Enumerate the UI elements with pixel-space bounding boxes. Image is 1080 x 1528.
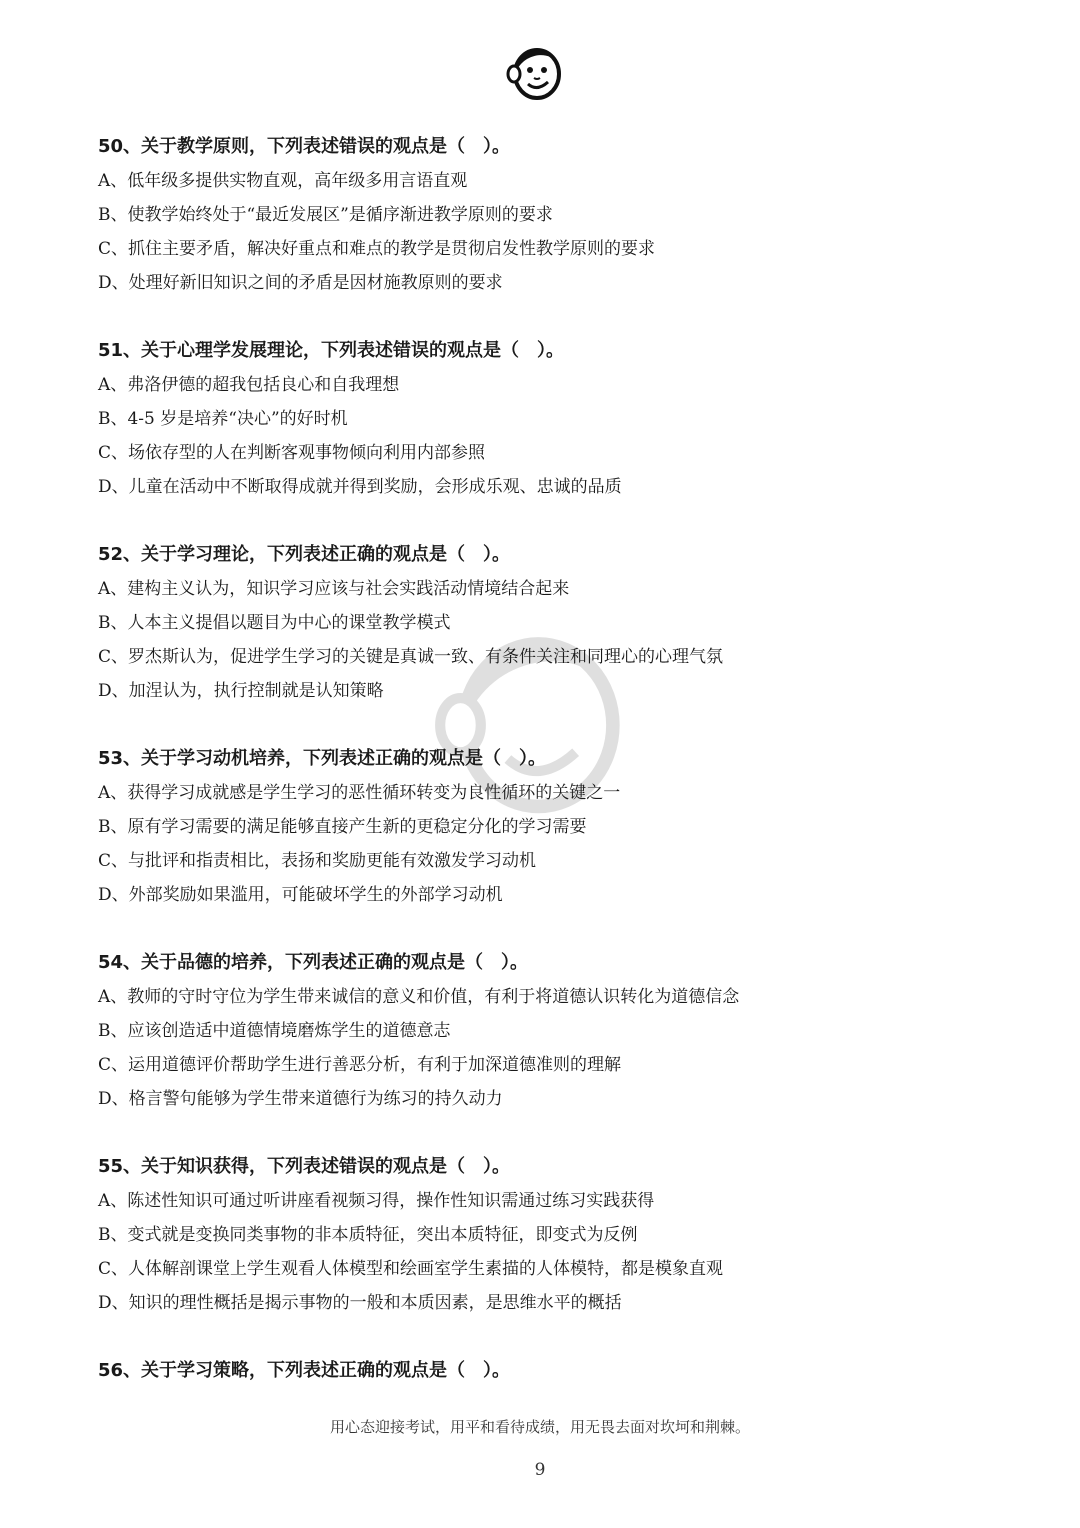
option-a: A、弗洛伊德的超我包括良心和自我理想 (98, 375, 400, 395)
option-c: C、场依存型的人在判断客观事物倾向利用内部参照 (98, 443, 486, 463)
option-b: B、人本主义提倡以题目为中心的课堂教学模式 (98, 613, 451, 633)
option-b: B、使教学始终处于“最近发展区”是循序渐进教学原则的要求 (98, 205, 553, 225)
option-a: A、教师的守时守位为学生带来诚信的意义和价值，有利于将道德认识转化为道德信念 (98, 987, 740, 1007)
question-list (98, 130, 998, 1388)
option-c: C、与批评和指责相比，表扬和奖励更能有效激发学习动机 (98, 851, 537, 871)
option-a: A、获得学习成就感是学生学习的恶性循环转变为良性循环的关键之一 (98, 783, 621, 803)
option-c: C、罗杰斯认为，促进学生学习的关键是真诚一致、有条件关注和同理心的心理气氛 (98, 647, 724, 667)
option-d: D、处理好新旧知识之间的矛盾是因材施教原则的要求 (98, 273, 503, 293)
question-55 (98, 1150, 998, 1320)
question-56 (98, 1354, 998, 1388)
option-d: D、外部奖励如果滥用，可能破坏学生的外部学习动机 (98, 885, 503, 905)
option-c: C、人体解剖课堂上学生观看人体模型和绘画室学生素描的人体模特，都是模象直观 (98, 1259, 724, 1279)
question-title: 52、关于学习理论，下列表述正确的观点是（ ）。 (98, 544, 511, 565)
question-title: 56、关于学习策略，下列表述正确的观点是（ ）。 (98, 1360, 511, 1381)
question-title: 50、关于教学原则，下列表述错误的观点是（ ）。 (98, 136, 511, 157)
option-d: D、知识的理性概括是揭示事物的一般和本质因素，是思维水平的概括 (98, 1293, 622, 1313)
option-d: D、格言警句能够为学生带来道德行为练习的持久动力 (98, 1089, 503, 1109)
page-number: 9 (534, 1460, 546, 1480)
option-a: A、建构主义认为，知识学习应该与社会实践活动情境结合起来 (98, 579, 570, 599)
question-title: 54、关于品德的培养，下列表述正确的观点是（ ）。 (98, 952, 529, 973)
question-50 (98, 130, 998, 300)
option-c: C、运用道德评价帮助学生进行善恶分析，有利于加深道德准则的理解 (98, 1055, 622, 1075)
option-d: D、儿童在活动中不断取得成就并得到奖励，会形成乐观、忠诚的品质 (98, 477, 622, 497)
option-a: A、陈述性知识可通过听讲座看视频习得，操作性知识需通过练习实践获得 (98, 1191, 655, 1211)
footer-motto: 用心态迎接考试，用平和看待成绩，用无畏去面对坎坷和荆棘。 (329, 1418, 750, 1436)
option-b: B、4-5 岁是培养“决心”的好时机 (98, 409, 348, 429)
question-title: 53、关于学习动机培养，下列表述正确的观点是（ ）。 (98, 748, 547, 769)
question-51 (98, 334, 998, 504)
monkey-mascot-logo-icon (506, 40, 566, 102)
question-title: 55、关于知识获得，下列表述错误的观点是（ ）。 (98, 1156, 511, 1177)
option-c: C、抓住主要矛盾，解决好重点和难点的教学是贯彻启发性教学原则的要求 (98, 239, 656, 259)
option-b: B、应该创造适中道德情境磨炼学生的道德意志 (98, 1021, 451, 1041)
option-b: B、变式就是变换同类事物的非本质特征，突出本质特征，即变式为反例 (98, 1225, 638, 1245)
option-b: B、原有学习需要的满足能够直接产生新的更稳定分化的学习需要 (98, 817, 587, 837)
question-52 (98, 538, 998, 708)
question-54 (98, 946, 998, 1116)
option-d: D、加涅认为，执行控制就是认知策略 (98, 681, 384, 701)
option-a: A、低年级多提供实物直观，高年级多用言语直观 (98, 171, 468, 191)
question-53 (98, 742, 998, 912)
question-title: 51、关于心理学发展理论，下列表述错误的观点是（ ）。 (98, 340, 565, 361)
